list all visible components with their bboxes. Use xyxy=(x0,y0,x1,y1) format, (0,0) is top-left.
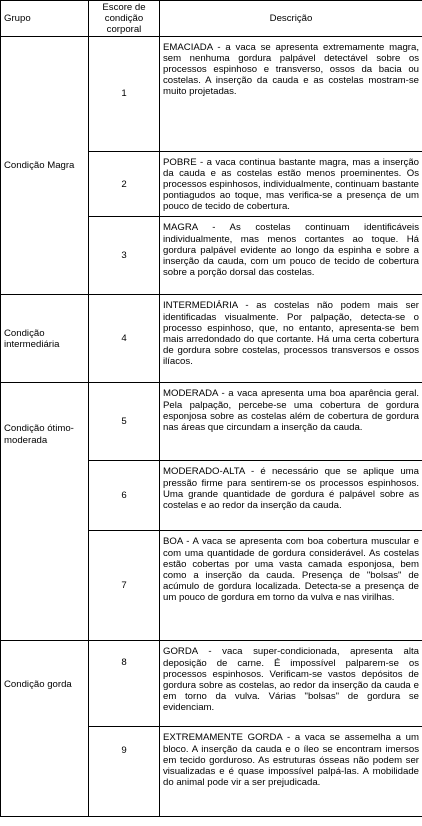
header-descricao: Descrição xyxy=(160,1,422,37)
description-cell: POBRE - a vaca continua bastante magra, mas a inserção da cauda e as costelas estão menos proeminentes. Os processos espinhosos, individualmente, continuam bastante pontiagudos ao toque, mas verifica-se a presença de um pouco de tecido de cobertura. xyxy=(160,152,422,217)
description-cell: MODERADO-ALTA - é necessário que se aplique uma pressão firme para sentirem-se os processos espinhosos. Uma grande quantidade de gordura é palpável sobre as costelas e ao redor da inserção da cauda. xyxy=(160,461,422,531)
table-row xyxy=(1,37,422,152)
table-row xyxy=(1,641,422,727)
table-row xyxy=(1,295,422,383)
description-cell: INTERMEDIÁRIA - as costelas não podem mais ser identificadas visualmente. Por palpação, detecta-se o processo espinhoso, que, no entanto, apresenta-se bem mais arredondado do que cortante. Há uma certa cobertura de gordura sobre costelas, processos transversos e ossos ilíacos. xyxy=(160,295,422,383)
header-escore: Escore de condição corporal xyxy=(89,1,160,37)
score-cell: 6 xyxy=(89,461,160,531)
group-otimo-moderada xyxy=(1,383,89,641)
description-cell: BOA - A vaca se apresenta com boa cobertura muscular e com uma quantidade de gordura considerável. As costelas estão cobertas por uma vasta camada esponjosa, bem como a inserção da cauda. Presença de "bolsas" de acúmulo de gordura localizada. Detecta-se a presença de um pouco de gordura em torno da vulva e nas virilhas. xyxy=(160,531,422,641)
score-cell: 1 xyxy=(89,37,160,152)
header-grupo: Grupo xyxy=(1,1,89,37)
score-cell: 4 xyxy=(89,295,160,383)
description-cell: EXTREMAMENTE GORDA - a vaca se assemelha a um bloco. A inserção da cauda e o íleo se encontram imersos em tecido gorduroso. As estruturas ósseas não podem ser visualizadas e é quase impossível palpá-las. A mobilidade do animal pode vir a ser prejudicada. xyxy=(160,727,422,817)
description-cell: MODERADA - a vaca apresenta uma boa aparência geral. Pela palpação, percebe-se uma cobertura de gordura esponjosa sobre as costelas além de cobertura de gordura nas áreas que circundam a inserção da cauda. xyxy=(160,383,422,461)
score-cell: 3 xyxy=(89,217,160,295)
score-cell: 2 xyxy=(89,152,160,217)
description-cell: GORDA - vaca super-condicionada, apresenta alta deposição de carne. É impossível palparem-se os processos espinhosos. Verificam-se vastos depósitos de gordura sobre as costelas, ao redor da inserção da cauda e em torno da vulva. Várias "bolsas" de gordura se evidenciam. xyxy=(160,641,422,727)
group-intermediaria: Condição intermediária xyxy=(1,295,89,383)
score-cell xyxy=(89,641,160,727)
description-cell: MAGRA - As costelas continuam identificáveis individualmente, mas menos cortantes ao toque. Há gordura palpável evidente ao longo da espinha e sobre a inserção da cauda, com um pouco de tecido de cobertura sobre a porção dorsal das costelas. xyxy=(160,217,422,295)
score-value: 9 xyxy=(121,745,127,757)
score-cell: 5 xyxy=(89,383,160,461)
table-header-row xyxy=(1,1,422,37)
score-value: 8 xyxy=(121,657,127,669)
group-gorda-label: Condição gorda xyxy=(4,679,72,691)
group-magra: Condição Magra xyxy=(1,37,89,295)
description-cell: EMACIADA - a vaca se apresenta extremamente magra, sem nenhuma gordura palpável detectável sobre os processos espinhoso e transverso, ossos da bacia ou costelas. A inserção da cauda e as costelas mostram-se muito projetadas. xyxy=(160,37,422,152)
table-row xyxy=(1,383,422,461)
score-cell xyxy=(89,727,160,817)
group-gorda xyxy=(1,641,89,817)
group-otimo-label: Condição ótimo-moderada xyxy=(4,423,74,446)
score-cell: 7 xyxy=(89,531,160,641)
